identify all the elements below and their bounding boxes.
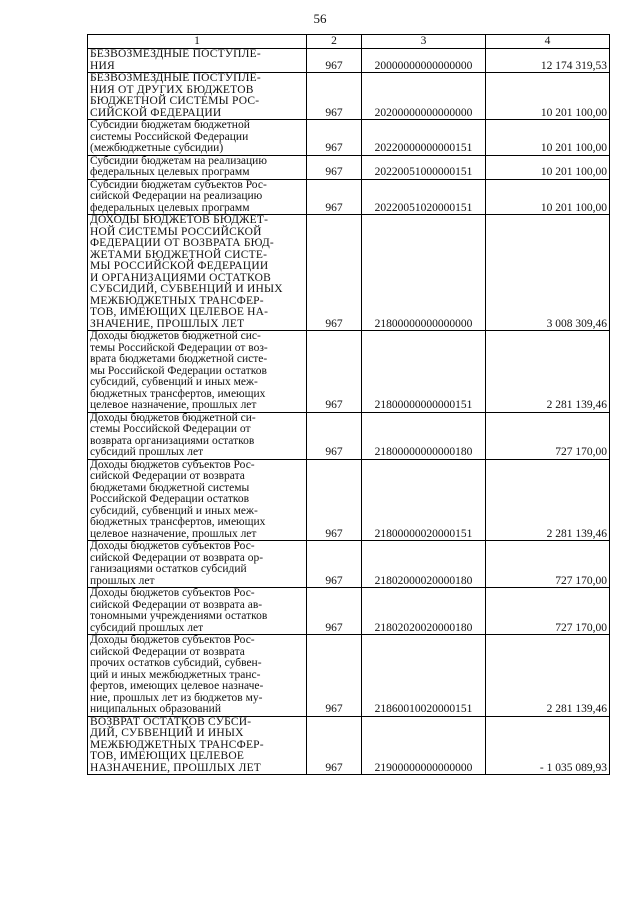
header-col-2: 2 bbox=[307, 35, 362, 49]
row-amount: 2 281 139,46 bbox=[486, 635, 610, 717]
table-row bbox=[88, 179, 610, 215]
row-budget-code: 20220051020000151 bbox=[362, 179, 486, 215]
row-budget-code: 21800000000000151 bbox=[362, 331, 486, 413]
table-row bbox=[88, 120, 610, 156]
row-admin-code: 967 bbox=[307, 635, 362, 717]
row-name: Доходы бюджетов субъектов Рос- сийской Федерации от возврата ор- ганизациями остатков субсидий прошлых лет bbox=[88, 541, 307, 588]
row-amount: 10 201 100,00 bbox=[486, 73, 610, 120]
row-name: Доходы бюджетов бюджетной сис- темы Российской Федерации от воз- врата бюджетами бюджетной систе- мы Российской Федерации остатков субсидий, субвенций и иных меж- бюджетных трансфертов, имеющих целевое назначение, прошлых лет bbox=[88, 331, 307, 413]
row-amount: 10 201 100,00 bbox=[486, 120, 610, 156]
row-amount: 727 170,00 bbox=[486, 541, 610, 588]
row-amount: 727 170,00 bbox=[486, 412, 610, 459]
row-budget-code: 21900000000000000 bbox=[362, 716, 486, 775]
row-admin-code: 967 bbox=[307, 155, 362, 179]
row-name: Субсидии бюджетам на реализацию федеральных целевых программ bbox=[88, 155, 307, 179]
table-row bbox=[88, 49, 610, 73]
row-budget-code: 21860010020000151 bbox=[362, 635, 486, 717]
row-name: Субсидии бюджетам бюджетной системы Российской Федерации (межбюджетные субсидии) bbox=[88, 120, 307, 156]
row-amount: 10 201 100,00 bbox=[486, 155, 610, 179]
row-amount: 2 281 139,46 bbox=[486, 331, 610, 413]
row-budget-code: 20000000000000000 bbox=[362, 49, 486, 73]
row-amount: - 1 035 089,93 bbox=[486, 716, 610, 775]
row-name: Доходы бюджетов субъектов Рос- сийской Федерации от возврата ав- тономными учреждениями остатков субсидий прошлых лет bbox=[88, 588, 307, 635]
row-admin-code: 967 bbox=[307, 541, 362, 588]
row-budget-code: 21800000020000151 bbox=[362, 459, 486, 541]
row-budget-code: 20220000000000151 bbox=[362, 120, 486, 156]
row-name: Доходы бюджетов субъектов Рос- сийской Федерации от возврата бюджетами бюджетной системы Российской Федерации остатков субсидий, субвенций и иных меж- бюджетных трансфертов, имеющих целевое назначение, прошлых лет bbox=[88, 459, 307, 541]
row-amount: 12 174 319,53 bbox=[486, 49, 610, 73]
row-admin-code: 967 bbox=[307, 588, 362, 635]
table-row bbox=[88, 588, 610, 635]
header-col-3: 3 bbox=[362, 35, 486, 49]
page-number: 56 bbox=[313, 11, 327, 26]
row-admin-code: 967 bbox=[307, 73, 362, 120]
row-budget-code: 20220051000000151 bbox=[362, 155, 486, 179]
table-row bbox=[88, 459, 610, 541]
header-col-4: 4 bbox=[486, 35, 610, 49]
table-row bbox=[88, 73, 610, 120]
row-name: БЕЗВОЗМЕЗДНЫЕ ПОСТУПЛЕ- НИЯ bbox=[88, 49, 307, 73]
row-name: Доходы бюджетов субъектов Рос- сийской Федерации от возврата прочих остатков субсидий, субвен- ций и иных межбюджетных транс- фертов, имеющих целевое назначе- ние, прошлых лет из бюджетов му- ниципальных образований bbox=[88, 635, 307, 717]
table-row bbox=[88, 155, 610, 179]
row-name: ВОЗВРАТ ОСТАТКОВ СУБСИ- ДИЙ, СУБВЕНЦИЙ И ИНЫХ МЕЖБЮДЖЕТНЫХ ТРАНСФЕР- ТОВ, ИМЕЮЩИХ ЦЕЛЕВОЕ НАЗНАЧЕНИЕ, ПРОШЛЫХ ЛЕТ bbox=[88, 716, 307, 775]
table-row bbox=[88, 541, 610, 588]
table-header bbox=[88, 35, 610, 49]
row-name: БЕЗВОЗМЕЗДНЫЕ ПОСТУПЛЕ- НИЯ ОТ ДРУГИХ БЮДЖЕТОВ БЮДЖЕТНОЙ СИСТЕМЫ РОС- СИЙСКОЙ ФЕДЕРАЦИИ bbox=[88, 73, 307, 120]
row-admin-code: 967 bbox=[307, 331, 362, 413]
row-name: ДОХОДЫ БЮДЖЕТОВ БЮДЖЕТ- НОЙ СИСТЕМЫ РОССИЙСКОЙ ФЕДЕРАЦИИ ОТ ВОЗВРАТА БЮД- ЖЕТАМИ БЮДЖЕТНОЙ СИСТЕ- МЫ РОССИЙСКОЙ ФЕДЕРАЦИИ И ОРГАНИЗАЦИЯМИ ОСТАТКОВ СУБСИДИЙ, СУБВЕНЦИЙ И ИНЫХ МЕЖБЮДЖЕТНЫХ ТРАНСФЕР- ТОВ, ИМЕЮЩИХ ЦЕЛЕВОЕ НА- ЗНАЧЕНИЕ, ПРОШЛЫХ ЛЕТ bbox=[88, 215, 307, 331]
table-row bbox=[88, 412, 610, 459]
row-admin-code: 967 bbox=[307, 120, 362, 156]
row-budget-code: 21802000020000180 bbox=[362, 541, 486, 588]
table-row bbox=[88, 716, 610, 775]
row-name: Субсидии бюджетам субъектов Рос- сийской Федерации на реализацию федеральных целевых программ bbox=[88, 179, 307, 215]
revenue-table bbox=[87, 34, 610, 775]
row-name: Доходы бюджетов бюджетной си- стемы Российской Федерации от возврата организациями остатков субсидий прошлых лет bbox=[88, 412, 307, 459]
row-amount: 727 170,00 bbox=[486, 588, 610, 635]
row-admin-code: 967 bbox=[307, 215, 362, 331]
row-admin-code: 967 bbox=[307, 716, 362, 775]
row-amount: 10 201 100,00 bbox=[486, 179, 610, 215]
row-budget-code: 21802020020000180 bbox=[362, 588, 486, 635]
row-admin-code: 967 bbox=[307, 459, 362, 541]
table-row bbox=[88, 215, 610, 331]
row-budget-code: 20200000000000000 bbox=[362, 73, 486, 120]
row-admin-code: 967 bbox=[307, 49, 362, 73]
row-budget-code: 21800000000000180 bbox=[362, 412, 486, 459]
row-budget-code: 21800000000000000 bbox=[362, 215, 486, 331]
header-col-1: 1 bbox=[88, 35, 307, 49]
row-admin-code: 967 bbox=[307, 412, 362, 459]
table-row bbox=[88, 635, 610, 717]
row-amount: 2 281 139,46 bbox=[486, 459, 610, 541]
row-admin-code: 967 bbox=[307, 179, 362, 215]
row-amount: 3 008 309,46 bbox=[486, 215, 610, 331]
table-row bbox=[88, 331, 610, 413]
